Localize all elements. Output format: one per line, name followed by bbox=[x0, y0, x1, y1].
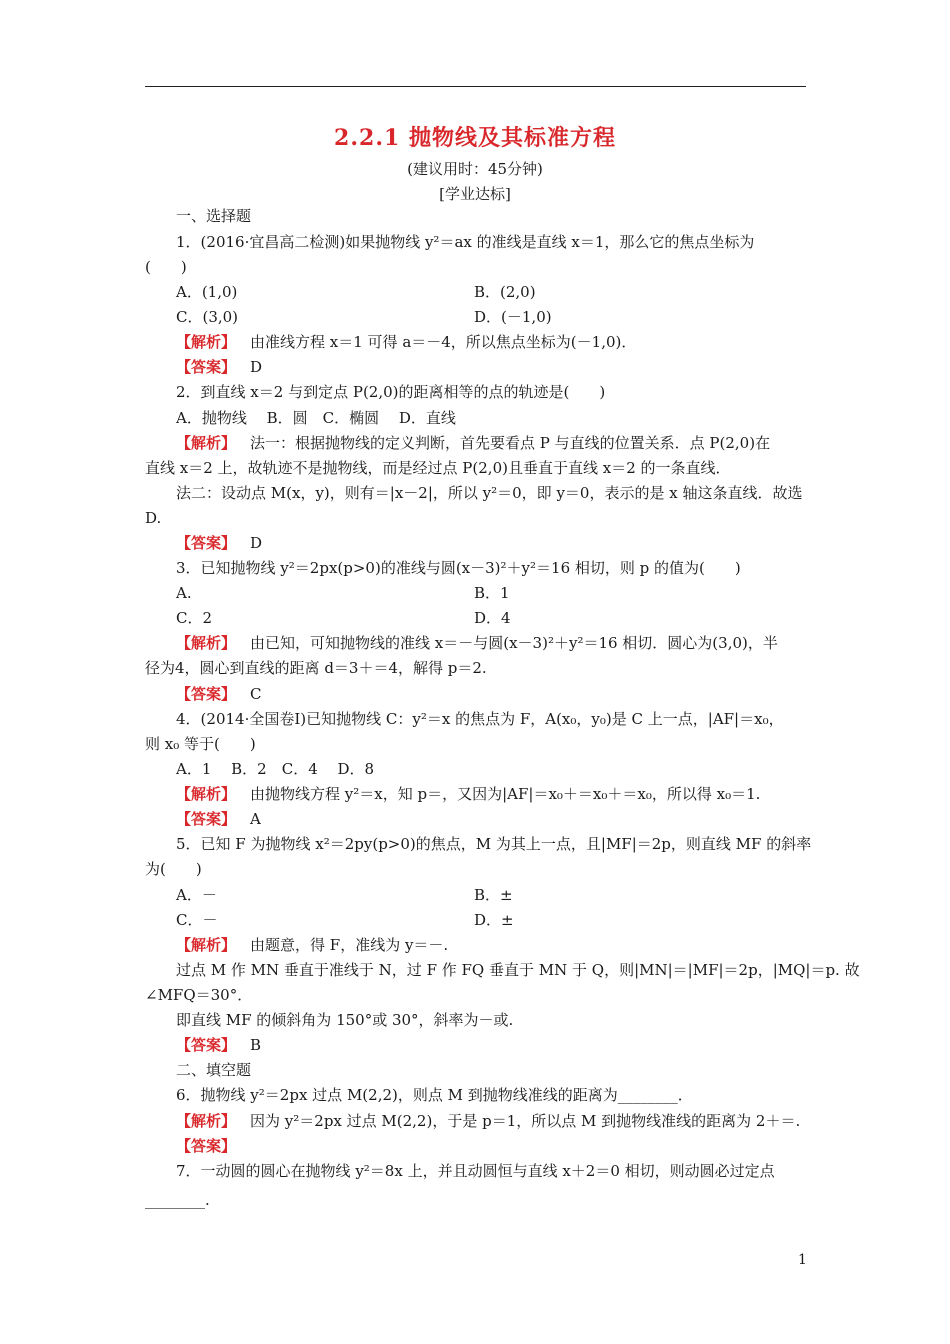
analysis-tag: 【解析】 bbox=[176, 1112, 237, 1130]
q2-answer-text: D bbox=[250, 534, 263, 552]
q6-analysis-text: 因为 y²＝2px 过点 M(2,2)，于是 p＝1，所以点 M 到抛物线准线的距离为 2＋＝. bbox=[250, 1112, 801, 1130]
q5-option-d: D．± bbox=[474, 911, 514, 929]
q1-option-a: A．(1,0) bbox=[176, 283, 238, 301]
answer-tag: 【答案】 bbox=[176, 534, 237, 552]
q3-option-a: A. bbox=[176, 584, 192, 602]
q1-stem-cont: ( ) bbox=[145, 258, 187, 276]
analysis-tag: 【解析】 bbox=[176, 333, 237, 351]
q3-analysis-line2: 径为4，圆心到直线的距离 d＝3＋＝4，解得 p＝2. bbox=[145, 659, 487, 677]
q7-stem: 7．一动圆的圆心在抛物线 y²＝8x 上，并且动圆恒与直线 x＋2＝0 相切，则动圆必过定点 bbox=[176, 1162, 775, 1180]
q1-answer-text: D bbox=[250, 358, 263, 376]
answer-tag: 【答案】 bbox=[176, 685, 237, 703]
q3-answer bbox=[176, 684, 841, 704]
q6-stem: 6．抛物线 y²＝2px 过点 M(2,2)，则点 M 到抛物线准线的距离为________． bbox=[176, 1086, 693, 1104]
q5-analysis-text: 由题意，得 F，准线为 y＝－. bbox=[250, 936, 449, 954]
answer-tag: 【答案】 bbox=[176, 810, 237, 828]
q3-option-b: B．1 bbox=[474, 584, 510, 602]
answer-tag: 【答案】 bbox=[176, 1036, 237, 1054]
answer-tag: 【答案】 bbox=[176, 1137, 237, 1155]
q4-analysis bbox=[176, 784, 841, 804]
q5-answer-text: B bbox=[250, 1036, 262, 1054]
q1-stem: 1．(2016·宜昌高二检测)如果抛物线 y²＝ax 的准线是直线 x＝1，那么它的焦点坐标为 bbox=[176, 233, 755, 251]
q1-answer bbox=[176, 357, 841, 377]
analysis-tag: 【解析】 bbox=[176, 936, 237, 954]
page-title: 2.2.1 抛物线及其标准方程 bbox=[334, 125, 616, 151]
q4-stem: 4．(2014·全国卷Ⅰ)已知抛物线 C：y²＝x 的焦点为 F，A(x₀，y₀)是 C 上一点，|AF|＝x₀， bbox=[176, 710, 784, 728]
analysis-tag: 【解析】 bbox=[176, 634, 237, 652]
q2-stem: 2．到直线 x＝2 与到定点 P(2,0)的距离相等的点的轨迹是( ) bbox=[176, 383, 606, 401]
q2-analysis-line2: 直线 x＝2 上，故轨迹不是抛物线，而是经过点 P(2,0)且垂直于直线 x＝2 的一条直线． bbox=[145, 459, 731, 477]
section-tag: [学业达标] bbox=[439, 185, 511, 203]
header-rule bbox=[145, 86, 806, 87]
q3-answer-text: C bbox=[250, 685, 262, 703]
q2-analysis-line3: 法二：设动点 M(x，y)，则有＝|x－2|，所以 y²＝0，即 y＝0，表示的是 x 轴这条直线．故选 bbox=[176, 484, 803, 502]
q6-answer bbox=[176, 1136, 841, 1156]
q2-answer bbox=[176, 533, 841, 553]
q3-option-d: D．4 bbox=[474, 609, 511, 627]
q1-option-b: B．(2,0) bbox=[474, 283, 536, 301]
q4-analysis-text: 由抛物线方程 y²＝x，知 p＝，又因为|AF|＝x₀＋＝x₀＋＝x₀，所以得 x₀＝1. bbox=[250, 785, 761, 803]
answer-tag: 【答案】 bbox=[176, 358, 237, 376]
q5-analysis-line4: 即直线 MF 的倾斜角为 150°或 30°，斜率为－或. bbox=[176, 1011, 514, 1029]
q5-option-c: C．－ bbox=[176, 911, 218, 929]
q2-analysis bbox=[176, 433, 841, 453]
q3-stem: 3．已知抛物线 y²＝2px(p>0)的准线与圆(x－3)²＋y²＝16 相切，则 p 的值为( ) bbox=[176, 559, 741, 577]
q3-option-c: C．2 bbox=[176, 609, 213, 627]
q1-option-c: C．(3,0) bbox=[176, 308, 239, 326]
q4-answer bbox=[176, 809, 841, 829]
q5-stem-cont: 为( ) bbox=[145, 860, 202, 878]
part2-heading: 二、填空题 bbox=[176, 1061, 252, 1079]
q5-answer bbox=[176, 1035, 841, 1055]
q4-answer-text: A bbox=[250, 810, 261, 828]
part1-heading: 一、选择题 bbox=[176, 207, 252, 225]
q1-analysis-text: 由准线方程 x＝1 可得 a＝－4，所以焦点坐标为(－1,0)． bbox=[250, 333, 637, 351]
q1-option-d: D．(－1,0) bbox=[474, 308, 552, 326]
page-number: 1 bbox=[798, 1252, 807, 1268]
q2-analysis-text: 法一：根据抛物线的定义判断，首先要看点 P 与直线的位置关系．点 P(2,0)在 bbox=[250, 434, 771, 452]
analysis-tag: 【解析】 bbox=[176, 434, 237, 452]
q5-analysis bbox=[176, 935, 841, 955]
q1-analysis bbox=[176, 332, 841, 352]
q2-analysis-line4: D. bbox=[145, 509, 162, 527]
q2-options: A．抛物线 B．圆 C．椭圆 D．直线 bbox=[176, 409, 456, 427]
time-hint: (建议用时：45分钟) bbox=[407, 160, 543, 178]
q4-options: A．1 B．2 C．4 D．8 bbox=[176, 760, 375, 778]
q4-stem-cont: 则 x₀ 等于( ) bbox=[145, 735, 256, 753]
analysis-tag: 【解析】 bbox=[176, 785, 237, 803]
q7-stem-cont: ________. bbox=[145, 1191, 210, 1209]
q5-option-b: B．± bbox=[474, 886, 513, 904]
q3-analysis bbox=[176, 633, 841, 653]
q6-analysis bbox=[176, 1111, 841, 1131]
q5-analysis-line2: 过点 M 作 MN 垂直于准线于 N，过 F 作 FQ 垂直于 MN 于 Q，则|MN|＝|MF|＝2p，|MQ|＝p. 故 bbox=[176, 961, 860, 979]
q5-stem: 5．已知 F 为抛物线 x²＝2py(p>0)的焦点，M 为其上一点，且|MF|＝2p，则直线 MF 的斜率 bbox=[176, 835, 812, 853]
q3-analysis-text: 由已知，可知抛物线的准线 x＝－与圆(x－3)²＋y²＝16 相切．圆心为(3,0)，半 bbox=[250, 634, 778, 652]
q5-analysis-line3: ∠MFQ＝30°． bbox=[145, 986, 253, 1004]
q5-option-a: A．－ bbox=[176, 886, 217, 904]
